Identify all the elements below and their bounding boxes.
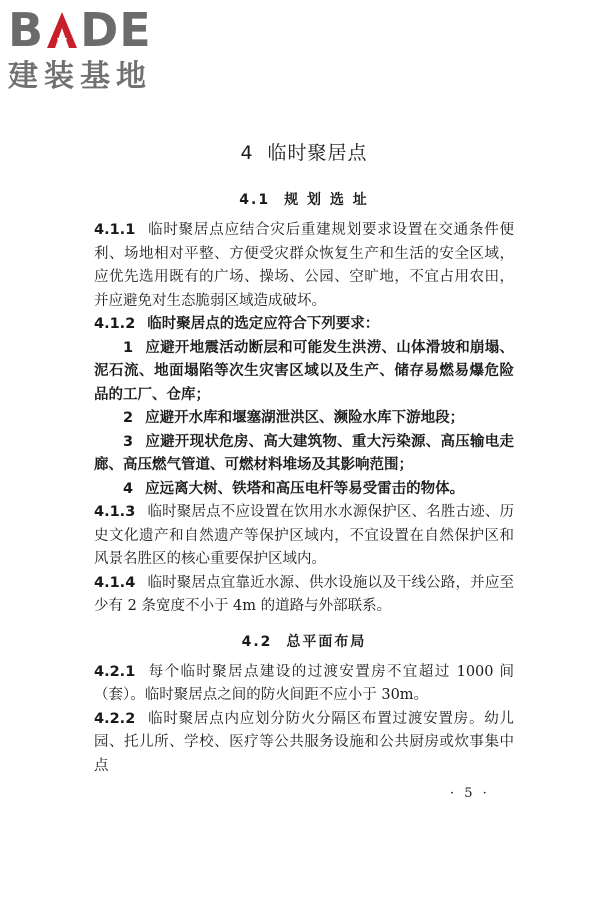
clause-number: 4.1.2 — [94, 316, 136, 332]
list-item — [94, 407, 514, 431]
clause-4-1-4 — [94, 572, 514, 619]
section-title: 总平面布局 — [286, 633, 367, 650]
list-item — [94, 431, 514, 478]
item-text: 应避开水库和堰塞湖泄洪区、濒险水库下游地段； — [145, 410, 465, 426]
page-number: · 5 · — [450, 786, 490, 801]
clause-number: 4.2.2 — [94, 710, 136, 727]
section-number: 4.2 — [241, 633, 273, 650]
list-item — [94, 337, 514, 408]
logo-letter-b: B — [8, 3, 45, 57]
item-text: 应避开地震活动断层和可能发生洪涝、山体滑坡和崩塌、泥石流、地面塌陷等次生灾害区域以及生产、储存易燃易爆危险品的工厂、仓库； — [94, 339, 514, 403]
section-title: 规 划 选 址 — [284, 192, 369, 208]
clause-text: 每个临时聚居点建设的过渡安置房不宜超过 1000 间（套）。临时聚居点之间的防火间距不应小于 30m。 — [94, 663, 514, 703]
section-number: 4.1 — [239, 192, 271, 208]
brand-logo — [8, 4, 178, 104]
logo-letters-de: DE — [80, 3, 152, 57]
item-text: 应避开现状危房、高大建筑物、重大污染源、高压输电走廊、高压燃气管道、可燃材料堆场及其影响范围； — [94, 433, 514, 473]
logo-chinese-name: 建装基地 — [8, 59, 152, 94]
clause-number: 4.1.1 — [94, 222, 136, 238]
item-number: 2 — [123, 410, 134, 426]
item-number: 4 — [123, 480, 134, 497]
chapter-title: 临时聚居点 — [267, 142, 368, 164]
list-item — [94, 478, 514, 502]
clause-text: 临时聚居点应结合灾后重建规划要求设置在交通条件便利、场地相对平整、方便受灾群众恢复生产和生活的安全区域，应优先选用既有的广场、操场、公园、空旷地，不宜占用农田，并应避免对生态脆弱区域造成破坏。 — [94, 222, 514, 309]
item-number: 1 — [123, 339, 134, 356]
clause-number: 4.1.3 — [94, 504, 136, 520]
document-page — [94, 130, 514, 778]
clause-number: 4.2.1 — [94, 663, 136, 680]
clause-text: 临时聚居点不应设置在饮用水水源保护区、名胜古迹、历史文化遗产和自然遗产等保护区域内，不宜设置在自然保护区和风景名胜区的核心重要保护区域内。 — [94, 504, 514, 567]
clause-text: 临时聚居点宜靠近水源、供水设施以及干线公路，并应至少有 2 条宽度不小于 4m 的道路与外部联系。 — [94, 574, 514, 614]
clause-4-2-1 — [94, 661, 514, 708]
section-heading — [94, 631, 514, 651]
clause-4-1-1 — [94, 219, 514, 313]
clause-number: 4.1.4 — [94, 574, 136, 591]
item-text: 应远离大树、铁塔和高压电杆等易受雷击的物体。 — [145, 480, 465, 497]
section-heading — [94, 189, 514, 209]
clause-text: 临时聚居点内应划分防火分隔区布置过渡安置房。幼儿园、托儿所、学校、医疗等公共服务设施和公共厨房或炊事集中点 — [94, 710, 514, 774]
logo-a-icon — [45, 10, 79, 50]
clause-text: 临时聚居点的选定应符合下列要求： — [147, 316, 380, 332]
logo-wordmark — [8, 4, 178, 56]
item-number: 3 — [123, 433, 134, 450]
chapter-heading — [94, 138, 514, 165]
clause-4-1-2 — [94, 313, 514, 337]
clause-4-1-3 — [94, 501, 514, 572]
clause-4-2-2 — [94, 708, 514, 779]
chapter-number: 4 — [240, 142, 254, 164]
